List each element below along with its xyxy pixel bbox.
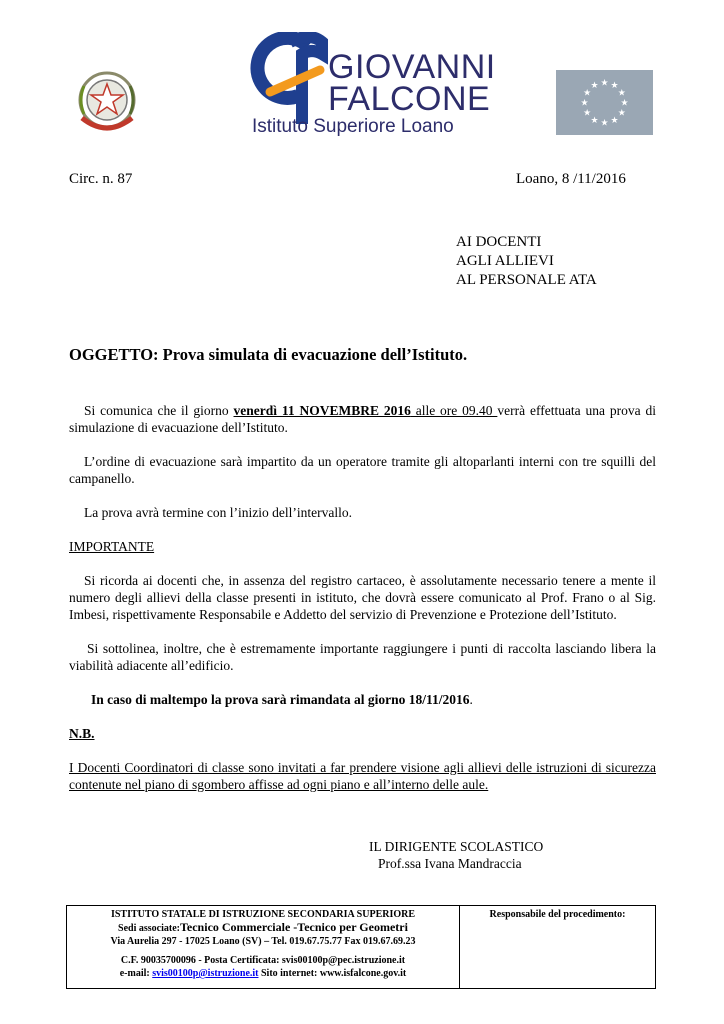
recipient-item: AGLI ALLIEVI xyxy=(456,253,554,269)
footer-school-info xyxy=(67,906,460,989)
footer-sites-label: Sedi associate: xyxy=(118,923,180,934)
signature-name: Prof.ssa Ivana Mandraccia xyxy=(378,856,522,871)
eu-star-icon: ★ xyxy=(590,114,599,125)
bad-weather-text: In caso di maltempo la prova sarà rimandata al giorno 18/11/2016 xyxy=(91,692,470,707)
logo-subtitle: Istituto Superiore Loano xyxy=(252,116,454,137)
bad-weather-period: . xyxy=(469,692,473,707)
eu-stars-icon xyxy=(556,70,653,135)
eu-star-icon: ★ xyxy=(617,107,626,118)
footer-fiscal-code: C.F. 90035700096 - Posta Certificata: svis00100p@pec.istruzione.it xyxy=(120,955,406,966)
eu-star-icon: ★ xyxy=(620,97,629,108)
footer-table xyxy=(66,905,656,989)
signature-block xyxy=(369,838,543,872)
announcement-text-end: verrà effettuata una prova di simulazione di evacuazione dell’Istituto. xyxy=(69,403,656,435)
nb-heading: N.B. xyxy=(69,726,95,741)
logo-name-line2: FALCONE xyxy=(328,80,491,118)
eu-flag xyxy=(556,70,653,135)
paragraph-teachers-reminder: Si ricorda ai docenti che, in assenza del registro cartaceo, è assolutamente necessario tenere a mente il numero degli allievi della classe presenti in istituto, che dovrà essere comunicato al Prof. Frano o al Sig. Imbesi, rispettivamente Responsabile e Addetto del servizio di Prevenzione e Protezione dell’Istituto. xyxy=(69,573,656,622)
footer-contacts xyxy=(69,967,457,980)
paragraph-assembly-points: Si sottolinea, inoltre, che è estremamente importante raggiungere i punti di raccolta lasciando libera la viabilità adiacente all’edificio. xyxy=(69,641,656,673)
subject-heading: OGGETTO: Prova simulata di evacuazione dell’Istituto. xyxy=(69,345,468,364)
footer-email-link[interactable]: svis00100p@istruzione.it xyxy=(152,968,259,979)
paragraph-end-of-drill: La prova avrà termine con l’inizio dell’intervallo. xyxy=(84,505,353,520)
footer-email-label: e-mail: xyxy=(119,968,153,979)
eu-star-icon: ★ xyxy=(600,77,609,88)
footer-address: Via Aurelia 297 - 17025 Loano (SV) – Tel. 019.67.75.77 Fax 019.67.69.23 xyxy=(110,936,416,947)
nb-text: I Docenti Coordinatori di classe sono invitati a far prendere visione agli allievi delle istruzioni di sicurezza contenute nel piano di sgombero affisse ad ogni piano e all’interno delle aule. xyxy=(69,760,656,792)
eu-star-icon: ★ xyxy=(610,114,619,125)
eu-star-icon: ★ xyxy=(580,97,589,108)
school-logo xyxy=(250,32,496,140)
eu-star-icon: ★ xyxy=(590,80,599,91)
footer-responsible-label: Responsabile del procedimento: xyxy=(489,909,626,920)
place-date: Loano, 8 /11/2016 xyxy=(516,171,626,187)
footer-responsible-cell xyxy=(460,906,656,989)
eu-star-icon: ★ xyxy=(617,87,626,98)
footer-sites-value: Tecnico Commerciale -Tecnico per Geometri xyxy=(180,920,408,934)
eu-star-icon: ★ xyxy=(600,117,609,128)
recipient-item: AL PERSONALE ATA xyxy=(456,272,597,288)
document-body xyxy=(69,402,656,793)
evacuation-time: alle ore 09.40 xyxy=(410,403,498,418)
eu-star-icon: ★ xyxy=(583,107,592,118)
eu-star-icon: ★ xyxy=(583,87,592,98)
eu-star-icon: ★ xyxy=(610,80,619,91)
important-heading: IMPORTANTE xyxy=(69,539,155,554)
circular-number: Circ. n. 87 xyxy=(69,171,133,187)
paragraph-evacuation-order: L’ordine di evacuazione sarà impartito da un operatore tramite gli altoparlanti interni con tre squilli del campanello. xyxy=(69,454,656,486)
recipients-list xyxy=(456,233,597,290)
signature-title: IL DIRIGENTE SCOLASTICO xyxy=(369,839,544,854)
paragraph-bad-weather xyxy=(69,691,656,708)
paragraph-announcement xyxy=(69,402,656,436)
recipient-item: AI DOCENTI xyxy=(456,234,542,250)
evacuation-date: venerdì 11 NOVEMBRE 2016 xyxy=(233,403,411,418)
logo-name-line1: GIOVANNI xyxy=(328,48,496,86)
footer-associated-sites xyxy=(69,921,457,935)
announcement-text: Si comunica che il giorno xyxy=(84,403,234,418)
italian-republic-emblem xyxy=(74,66,140,138)
footer-institute-name: ISTITUTO STATALE DI ISTRUZIONE SECONDARIA SUPERIORE xyxy=(110,909,416,920)
footer-website: Sito internet: www.isfalcone.gov.it xyxy=(258,968,407,979)
